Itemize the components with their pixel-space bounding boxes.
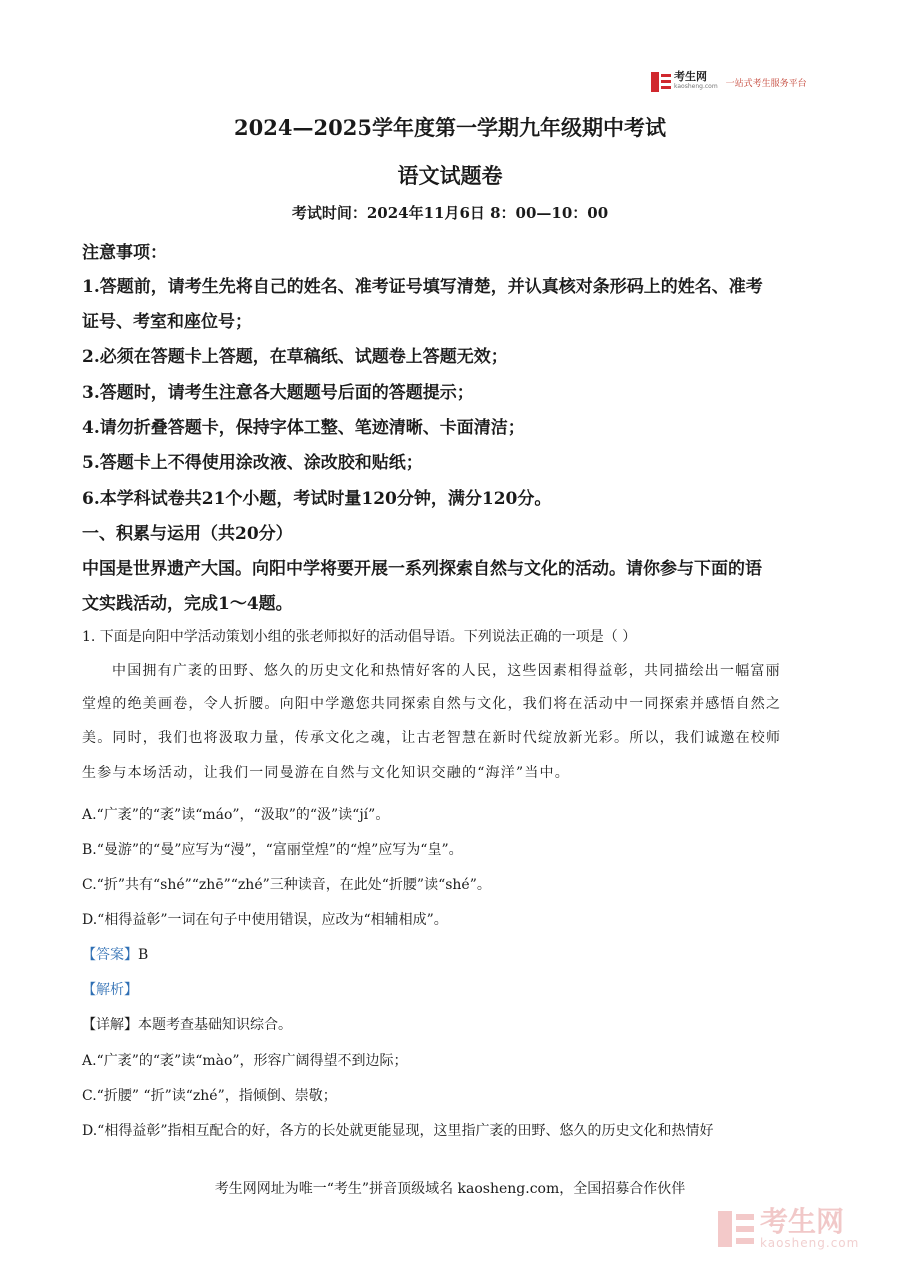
notice-line: 4.请勿折叠答题卡，保持字体工整、笔迹清晰、卡面清洁； xyxy=(82,418,525,438)
paper-subtitle: 语文试题卷 xyxy=(397,163,503,188)
kaosheng-watermark-icon xyxy=(718,1211,754,1247)
section-intro: 中国是世界遗产大国。向阳中学将要开展一系列探索自然与文化的活动。请你参与下面的语 xyxy=(82,559,762,579)
watermark xyxy=(718,1205,860,1250)
option-a: A.“广袤”的“袤”读“máo”，“汲取”的“汲”读“jí”。 xyxy=(82,807,390,823)
notice-line: 1.答题前，请考生先将自己的姓名、准考证号填写清楚，并认真核对条形码上的姓名、准考 xyxy=(82,277,763,297)
section-intro: 文实践活动，完成1～4题。 xyxy=(82,594,293,614)
detail-text: 本题考查基础知识综合。 xyxy=(138,1017,292,1033)
brand-logo xyxy=(651,72,807,92)
passage-line: 美。同时，我们也将汲取力量，传承文化之魂，让古老智慧在新时代绽放新光彩。所以，我们诚邀在校师 xyxy=(82,730,782,746)
detail-label: 【详解】 xyxy=(82,1017,138,1033)
question-stem: 1. 下面是向阳中学活动策划小组的张老师拟好的活动倡导语。下列说法正确的一项是（ ） xyxy=(82,629,637,645)
answer-row xyxy=(82,944,148,964)
explanation-line: C.“折腰” “折”读“zhé”，指倾倒、崇敬； xyxy=(82,1088,337,1104)
analysis-label: 【解析】 xyxy=(82,982,138,998)
answer-label: 【答案】 xyxy=(82,947,138,963)
watermark-brand: 考生网 xyxy=(760,1205,845,1238)
watermark-domain: kaosheng.com xyxy=(760,1236,860,1250)
explanation-line: A.“广袤”的“袤”读“mào”，形容广阔得望不到边际； xyxy=(82,1053,408,1069)
option-c: C.“折”共有“shé”“zhē”“zhé”三种读音，在此处“折腰”读“shé”。 xyxy=(82,877,491,893)
option-d: D.“相得益彰”一词在句子中使用错误，应改为“相辅相成”。 xyxy=(82,912,448,928)
detail-row xyxy=(82,1014,292,1034)
logo-domain: kaosheng.com xyxy=(674,83,718,90)
notice-line: 2.必须在答题卡上答题，在草稿纸、试题卷上答题无效； xyxy=(82,347,508,367)
answer-value: B xyxy=(138,947,149,963)
section-heading: 一、积累与运用（共20分） xyxy=(82,524,293,544)
passage-line: 堂煌的绝美画卷，令人折腰。向阳中学邀您共同探索自然与文化，我们将在活动中一同探索并感悟自然之 xyxy=(82,696,782,712)
page-footer: 考生网网址为唯一“考生”拼音顶级域名 kaosheng.com，全国招募合作伙伴 xyxy=(214,1181,686,1197)
logo-slogan: 一站式考生服务平台 xyxy=(725,78,807,89)
kaosheng-logo-icon xyxy=(651,72,671,92)
passage-line: 中国拥有广袤的田野、悠久的历史文化和热情好客的人民，这些因素相得益彰，共同描绘出一幅富丽 xyxy=(112,663,781,679)
option-b: B.“曼游”的“曼”应写为“漫”，“富丽堂煌”的“煌”应写为“皇”。 xyxy=(82,842,463,858)
notice-heading: 注意事项： xyxy=(82,243,167,263)
exam-time: 考试时间：2024年11月6日 8：00—10：00 xyxy=(291,204,609,222)
notice-line: 6.本学科试卷共21个小题，考试时量120分钟，满分120分。 xyxy=(82,489,552,509)
logo-brand: 考生网 xyxy=(674,70,707,83)
explanation-line: D.“相得益彰”指相互配合的好，各方的长处就更能显现，这里指广袤的田野、悠久的历史文化和热情好 xyxy=(82,1123,714,1139)
notice-line: 5.答题卡上不得使用涂改液、涂改胶和贴纸； xyxy=(82,453,423,473)
notice-line: 3.答题时，请考生注意各大题题号后面的答题提示； xyxy=(82,383,474,403)
exam-title: 2024—2025学年度第一学期九年级期中考试 xyxy=(234,115,666,140)
notice-line: 证号、考室和座位号； xyxy=(82,312,252,332)
passage-line: 生参与本场活动，让我们一同曼游在自然与文化知识交融的“海洋”当中。 xyxy=(82,765,570,781)
